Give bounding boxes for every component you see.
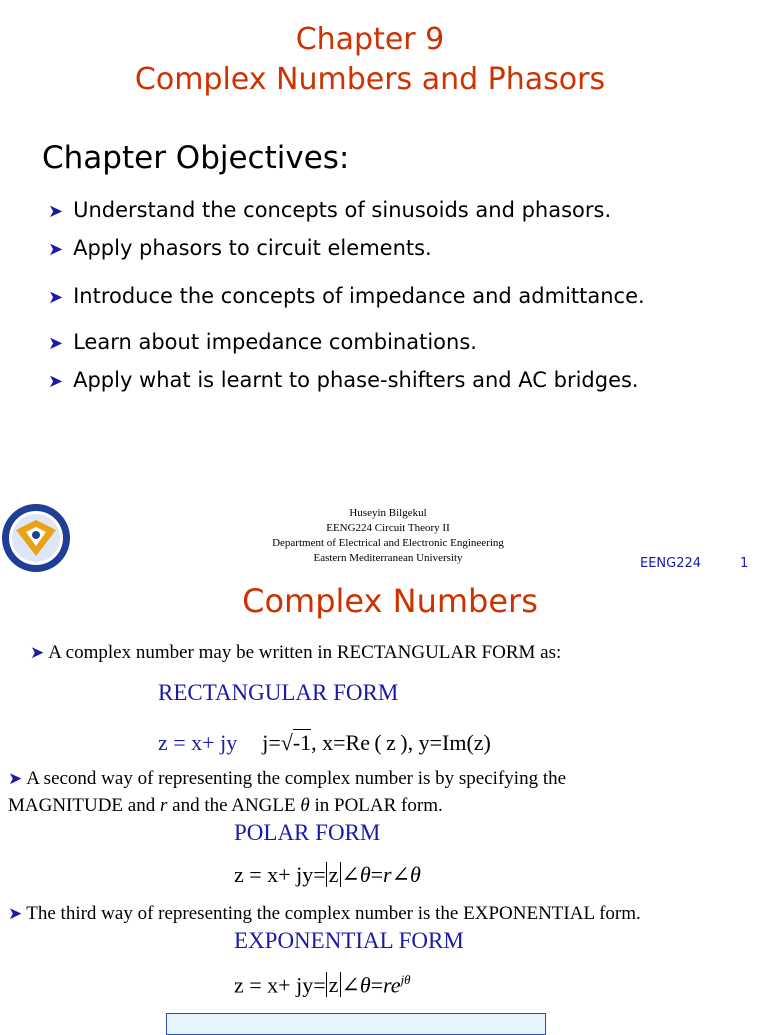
arrow-bullet-icon: ➤: [48, 201, 64, 222]
polar-form-label: POLAR FORM: [234, 820, 381, 845]
bullet-exponential: ➤ The third way of representing the complex number is the EXPONENTIAL form.: [8, 903, 641, 924]
footer-department: Department of Electrical and Electronic Engineering: [272, 537, 504, 549]
section-title: Complex Numbers: [242, 582, 538, 620]
polar-formula: z = x+ jy= z ∠θ=r∠θ: [234, 862, 421, 887]
rectangular-form-label: RECTANGULAR FORM: [158, 680, 399, 705]
chapter-title: Complex Numbers and Phasors: [134, 62, 606, 97]
objective-item: ➤ Introduce the concepts of impedance and admittance.: [48, 284, 645, 308]
objective-item: ➤ Apply phasors to circuit elements.: [48, 236, 432, 260]
footer-university: Eastern Mediterranean University: [313, 552, 463, 564]
university-seal-logo: [0, 502, 72, 574]
bullet-polar-continued: MAGNITUDE and r and the ANGLE θ in POLAR form.: [8, 795, 443, 816]
rectangular-formula: z = x+ jy j=√-1, x=Re ( z ), y=Im(z): [158, 730, 491, 755]
objective-item: ➤ Apply what is learnt to phase-shifters and AC bridges.: [48, 368, 639, 392]
bullet-polar: ➤ A second way of representing the complex number is by specifying the: [8, 768, 567, 789]
objective-item: ➤ Understand the concepts of sinusoids and phasors.: [48, 198, 612, 222]
sqrt-icon: √: [280, 730, 293, 755]
highlight-box: [166, 1013, 546, 1035]
arrow-bullet-icon: ➤: [48, 287, 64, 308]
exponential-formula: z = x+ jy= z $\angle\theta=re^{j\theta}$: [234, 972, 411, 998]
arrow-bullet-icon: ➤: [48, 333, 64, 354]
bullet-rectangular: ➤ A complex number may be written in RECTANGULAR FORM as:: [30, 642, 562, 663]
footer-course-code: EENG224: [640, 556, 702, 571]
page-number: 1: [740, 556, 749, 571]
arrow-bullet-icon: ➤: [8, 769, 23, 788]
exponential-form-label: EXPONENTIAL FORM: [234, 928, 464, 953]
objectives-heading: Chapter Objectives:: [42, 140, 350, 176]
arrow-bullet-icon: ➤: [48, 371, 64, 392]
objective-item: ➤ Learn about impedance combinations.: [48, 330, 477, 354]
arrow-bullet-icon: ➤: [48, 239, 64, 260]
footer-author: Huseyin Bilgekul: [349, 507, 427, 519]
chapter-number: Chapter 9: [295, 22, 445, 57]
arrow-bullet-icon: ➤: [8, 904, 23, 923]
footer-course: EENG224 Circuit Theory II: [326, 522, 450, 534]
arrow-bullet-icon: ➤: [30, 643, 45, 662]
